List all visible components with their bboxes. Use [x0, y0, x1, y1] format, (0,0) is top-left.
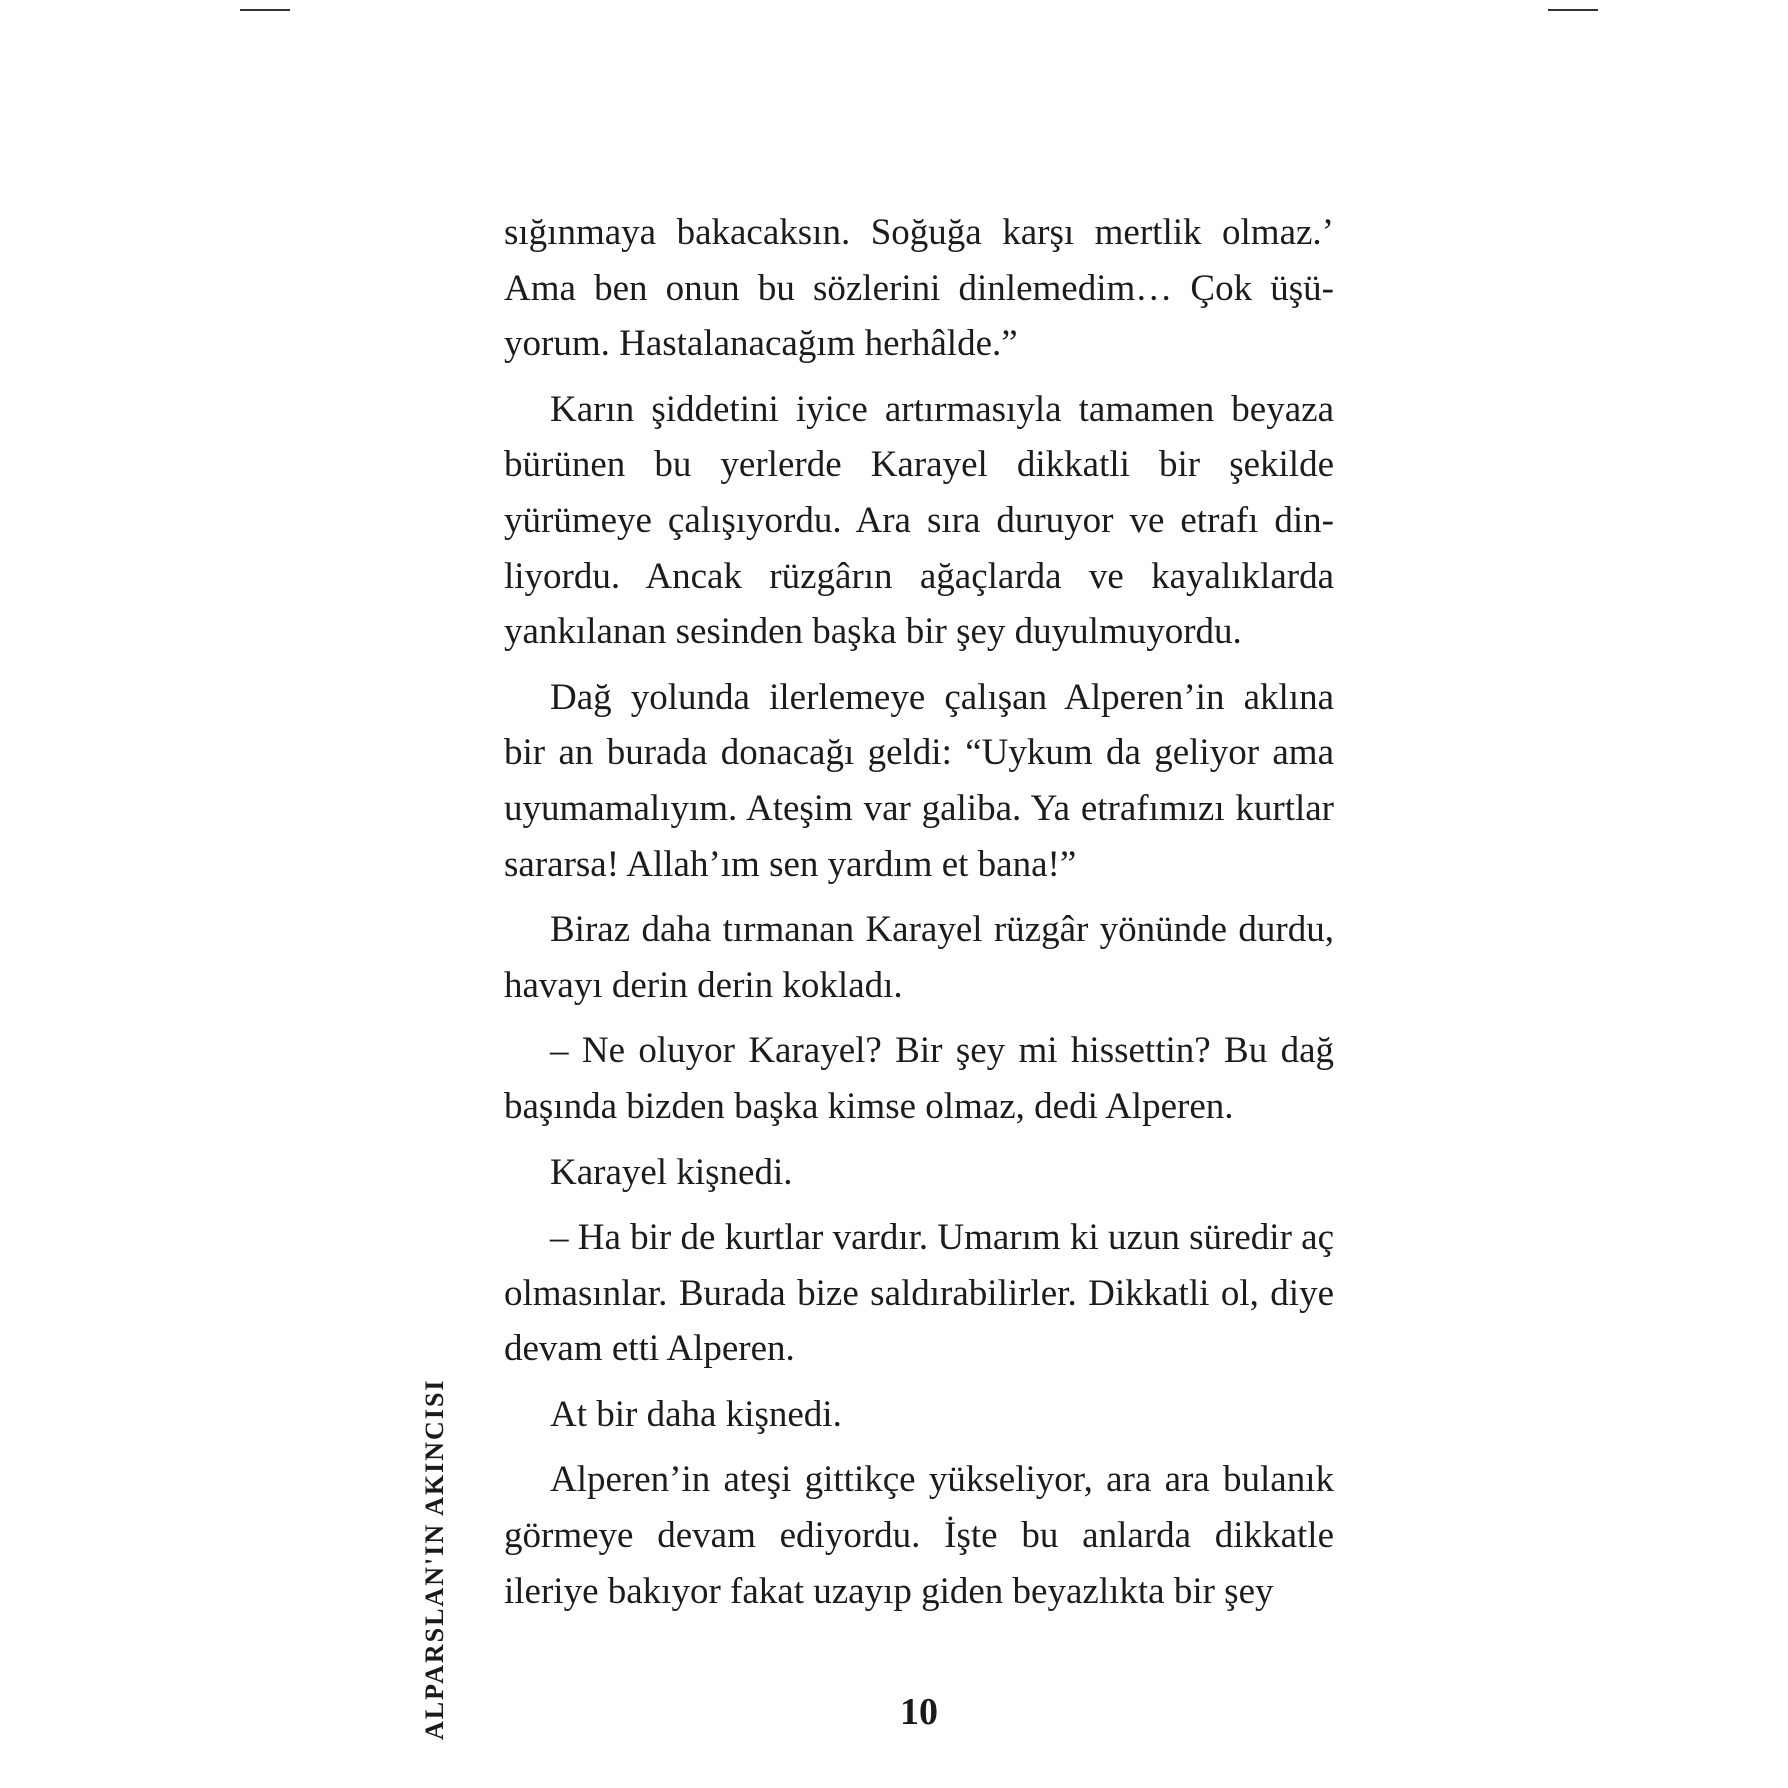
paragraph-1: sığınmaya bakacaksın. Soğuğa karşı mertlik olmaz.’ Ama ben onun bu sözlerini dinlemedim… Çok üşüyorum. Hastalanacağım herhâlde.”	[504, 212, 1334, 365]
paragraph-5: – Ne oluyor Karayel? Bir şey mi hissettin? Bu dağ başında bizden başka kimse olmaz, dedi Alperen.	[504, 1030, 1334, 1127]
body-text	[504, 205, 1334, 1629]
paragraph-7: – Ha bir de kurtlar vardır. Umarım ki uzun süredir aç olmasınlar. Burada bize saldırabilirler. Dikkatli ol, diye devam etti Alperen.	[504, 1217, 1334, 1370]
paragraph-2: Karın şiddetini iyice artırmasıyla tamamen beyaza bürünen bu yerlerde Karayel dikkatli bir şekilde yürümeye çalışıyordu. Ara sıra duruyor ve etrafı dinliyordu. Ancak rüzgârın ağaçlarda ve kayalıklarda yankılanan sesinden başka bir şey duyulmuyordu.	[504, 388, 1334, 653]
crop-mark-right	[1548, 9, 1598, 11]
paragraph-8: At bir daha kişnedi.	[550, 1393, 842, 1435]
paragraph-6: Karayel kişnedi.	[550, 1151, 793, 1193]
page-number: 10	[900, 1691, 938, 1733]
paragraph-3: Dağ yolunda ilerlemeye çalışan Alperen’in aklına bir an burada donacağı geldi: “Uykum da geliyor ama uyumamalıyım. Ateşim var galiba. Ya etrafımızı kurtlar sararsa! Allah’ım sen yardım et bana!”	[504, 676, 1334, 885]
paragraph-9: Alperen’in ateşi gittikçe yükseliyor, ara ara bulanık görmeye devam ediyordu. İşte bu anlarda dikkatle ileriye bakıyor fakat uzayıp giden beyazlıkta bir şey	[504, 1459, 1334, 1612]
paragraph-4: Biraz daha tırmanan Karayel rüzgâr yönünde durdu, havayı derin derin kokladı.	[504, 909, 1334, 1006]
running-head: ALPARSLAN'IN AKINCISI	[420, 1378, 449, 1740]
crop-mark-left	[240, 9, 290, 11]
